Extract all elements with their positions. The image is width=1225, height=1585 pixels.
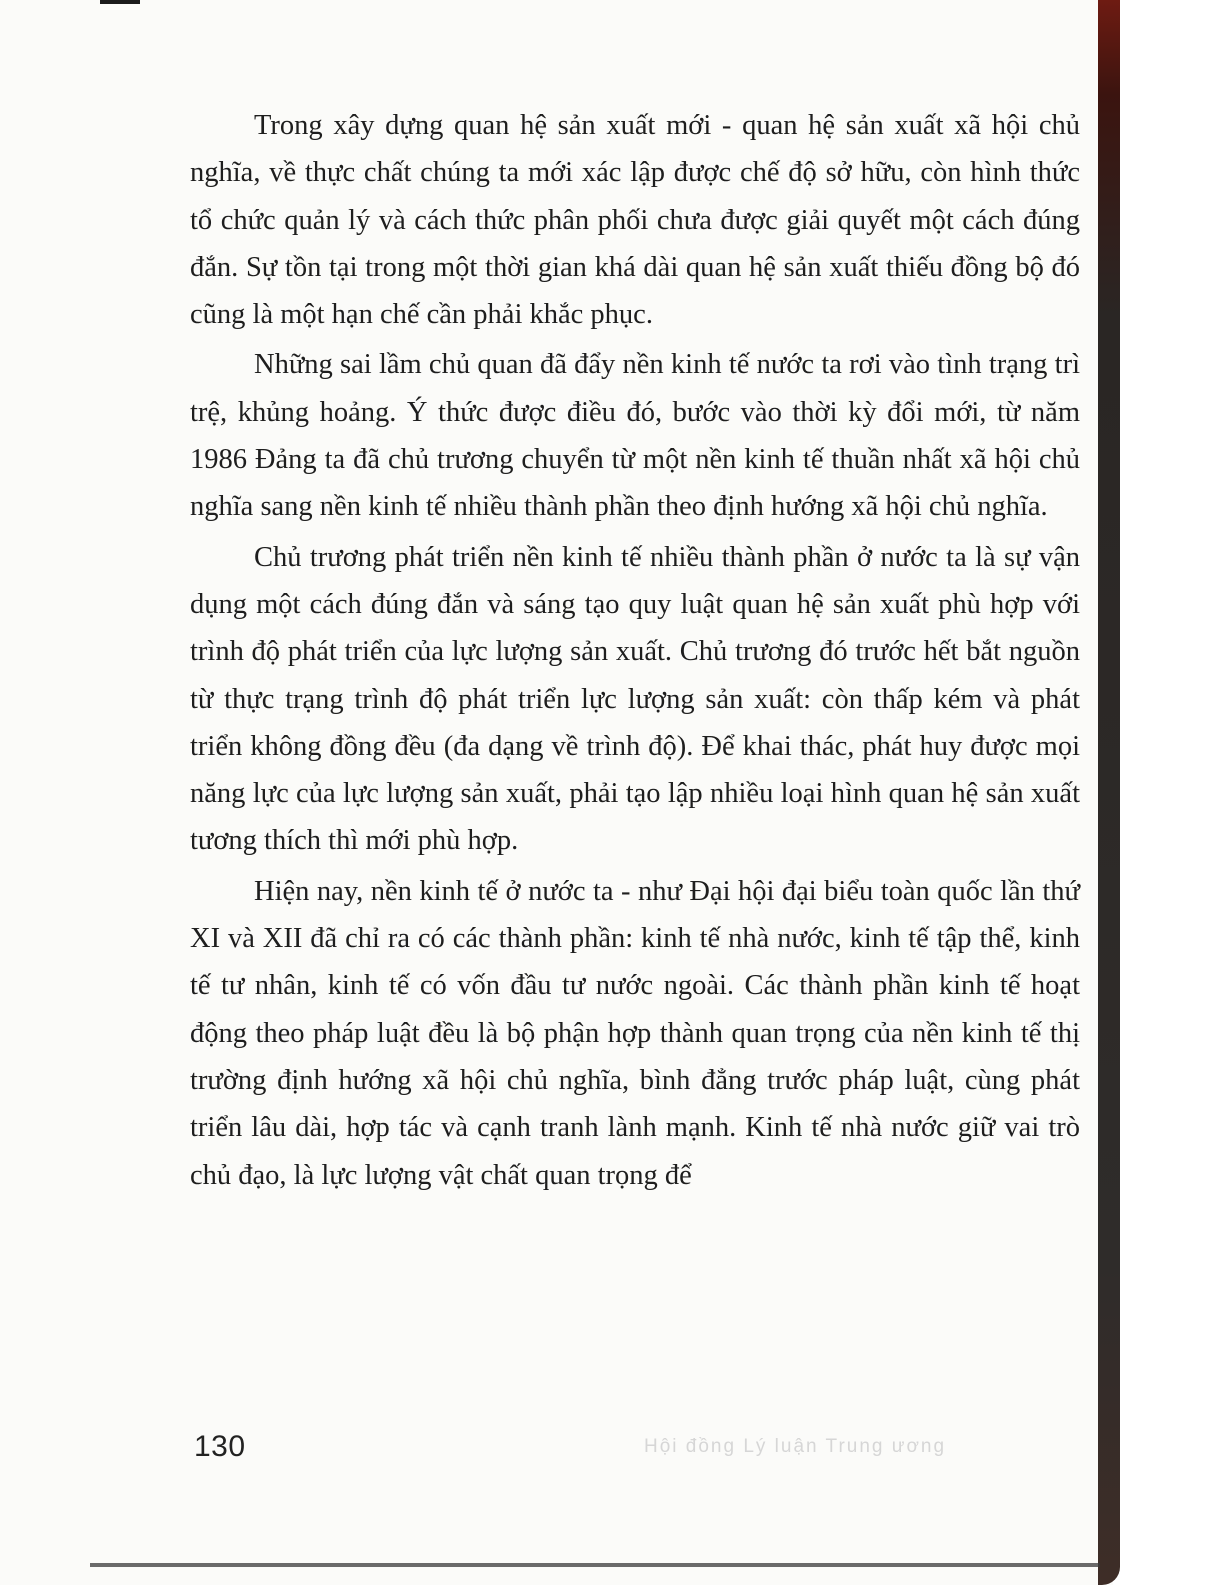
paragraph-1: Trong xây dựng quan hệ sản xuất mới - quan hệ sản xuất xã hội chủ nghĩa, về thực chất chúng ta mới xác lập được chế độ sở hữu, còn hình thức tổ chức quản lý và cách thức phân phối chưa được giải quyết một cách đúng đắn. Sự tồn tại trong một thời gian khá dài quan hệ sản xuất thiếu đồng bộ đó cũng là một hạn chế cần phải khắc phục.	[190, 110, 1080, 331]
page-number: 130	[194, 1430, 246, 1463]
book-cover-edge	[1098, 0, 1120, 1585]
top-edge-rule	[100, 0, 140, 4]
bottom-edge-rule	[90, 1563, 1100, 1567]
page-margin-right	[1113, 0, 1225, 1585]
paragraph-3: Chủ trương phát triển nền kinh tế nhiều thành phần ở nước ta là sự vận dụng một cách đúng đắn và sáng tạo quy luật quan hệ sản xuất phù hợp với trình độ phát triển của lực lượng sản xuất. Chủ trương đó trước hết bắt nguồn từ thực trạng trình độ phát triển lực lượng sản xuất: còn thấp kém và phát triển không đồng đều (đa dạng về trình độ). Để khai thác, phát huy được mọi năng lực của lực lượng sản xuất, phải tạo lập nhiều loại hình quan hệ sản xuất tương thích thì mới phù hợp.	[190, 541, 1080, 857]
paragraph-2: Những sai lầm chủ quan đã đẩy nền kinh tế nước ta rơi vào tình trạng trì trệ, khủng hoảng. Ý thức được điều đó, bước vào thời kỳ đổi mới, từ năm 1986 Đảng ta đã chủ trương chuyển từ một nền kinh tế thuần nhất xã hội chủ nghĩa sang nền kinh tế nhiều thành phần theo định hướng xã hội chủ nghĩa.	[190, 349, 1080, 523]
paragraph-4: Hiện nay, nền kinh tế ở nước ta - như Đại hội đại biểu toàn quốc lần thứ XI và XII đã chỉ ra có các thành phần: kinh tế nhà nước, kinh tế tập thể, kinh tế tư nhân, kinh tế có vốn đầu tư nước ngoài. Các thành phần kinh tế hoạt động theo pháp luật đều là bộ phận hợp thành quan trọng của nền kinh tế thị trường định hướng xã hội chủ nghĩa, bình đẳng trước pháp luật, cùng phát triển lâu dài, hợp tác và cạnh tranh lành mạnh. Kinh tế nhà nước giữ vai trò chủ đạo, là lực lượng vật chất quan trọng để	[190, 875, 1080, 1191]
body-text	[190, 102, 1080, 1202]
footer-watermark: Hội đồng Lý luận Trung ương	[644, 1436, 947, 1457]
